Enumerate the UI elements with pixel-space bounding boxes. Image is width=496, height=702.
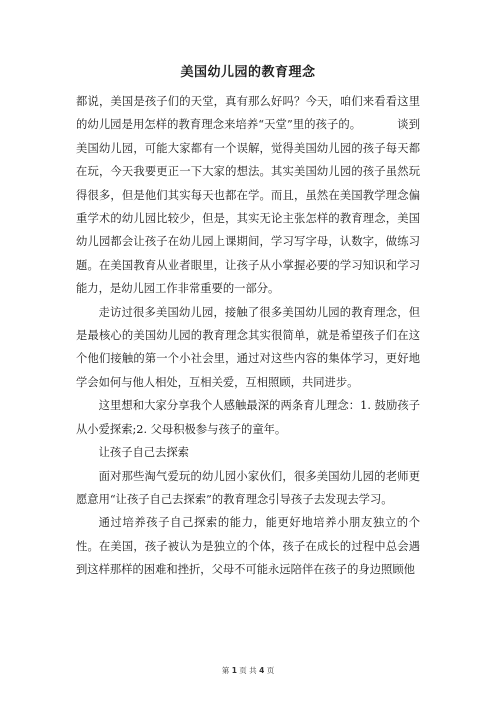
document-title: 美国幼儿园的教育理念 [180, 65, 316, 80]
footer-suffix: 页 [266, 666, 275, 675]
intro-text-continued: 谈到美国幼儿园，可能大家都有一个误解，觉得美国幼儿园的孩子每天都在玩，今天我要更正一下大家的想法。其实美国幼儿园的孩子虽然玩得很多，但是他们其实每天也都在学。而且，虽然在美国教学理念偏重学术的幼儿园比较少，但是，其实无论主张怎样的教育理念，美国幼儿园都会让孩子在幼儿园上课期间，学习写字母，认数字，做练习题。在美国教育从业者眼里，让孩子从小掌握必要的学习知识和学习能力，是幼儿园工作非常重要的一部分。 [76, 118, 420, 296]
footer-middle: 页 共 [239, 666, 257, 675]
paragraph-intro [76, 90, 420, 301]
paragraph: 面对那些淘气爱玩的幼儿园小家伙们，很多美国幼儿园的老师更愿意用“让孩子自己去探索”的教育理念引导孩子去发现去学习。 [76, 469, 420, 506]
footer-prefix: 第 [221, 666, 230, 675]
paragraph: 这里想和大家分享我个人感触最深的两条育儿理念：1. 鼓励孩子从小爱探索;2. 父母积极参与孩子的童年。 [76, 399, 420, 436]
document-body [76, 90, 420, 582]
paragraph: 通过培养孩子自己探索的能力，能更好地培养小朋友独立的个性。在美国，孩子被认为是独立的个体，孩子在成长的过程中总会遇到这样那样的困难和挫折，父母不可能永远陪伴在孩子的身边照顾他 [76, 516, 420, 577]
intro-text: 都说，美国是孩子们的天堂，真有那么好吗？今天，咱们来看看这里的幼儿园是用怎样的教育理念来培养“天堂”里的孩子的。 [76, 95, 420, 132]
paragraph: 走访过很多美国幼儿园，接触了很多美国幼儿园的教育理念，但是最核心的美国幼儿园的教育理念其实很简单，就是希望孩子们在这个他们接触的第一个小社会里，通过对这些内容的集体学习，更好地学会如何与他人相处，互相关爱，互相照顾，共同进步。 [76, 305, 420, 389]
section-heading: 让孩子自己去探索 [98, 446, 189, 460]
current-page-number: 1 [231, 666, 237, 675]
page-footer [0, 666, 496, 676]
total-page-count: 4 [259, 666, 265, 675]
